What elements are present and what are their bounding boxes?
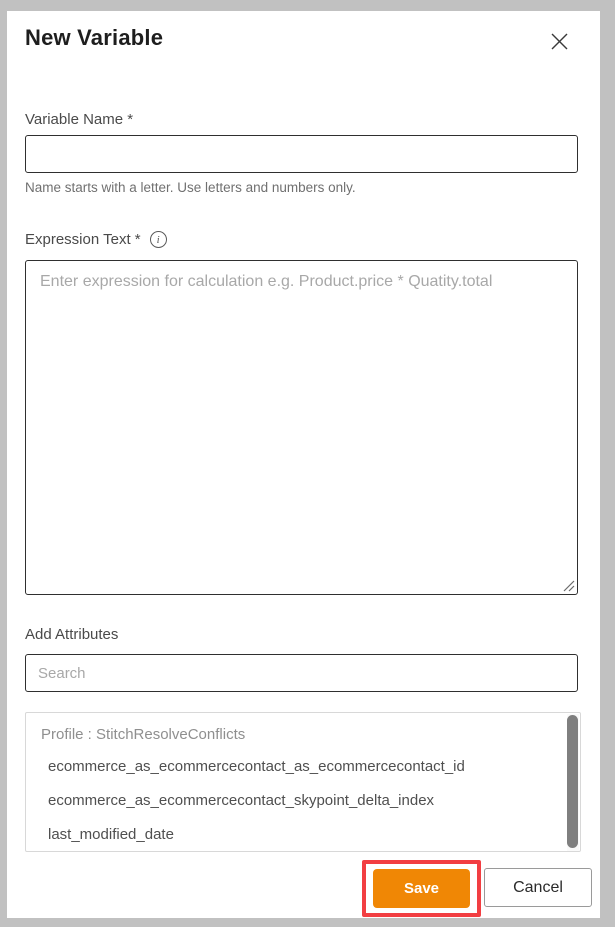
close-icon bbox=[550, 32, 569, 51]
cancel-button[interactable]: Cancel bbox=[484, 868, 592, 907]
info-icon[interactable]: i bbox=[150, 231, 167, 248]
close-button[interactable] bbox=[546, 28, 572, 54]
add-attributes-label: Add Attributes bbox=[25, 626, 119, 643]
attribute-search-input[interactable] bbox=[25, 654, 578, 692]
attribute-list-item[interactable]: ecommerce_as_ecommercecontact_skypoint_delta_index bbox=[48, 792, 435, 809]
expression-text-input[interactable] bbox=[25, 260, 578, 595]
scrollbar-thumb[interactable] bbox=[567, 715, 578, 848]
variable-name-input[interactable] bbox=[25, 135, 578, 173]
dialog-title: New Variable bbox=[25, 25, 164, 50]
expression-text-label: Expression Text * bbox=[25, 231, 141, 248]
attributes-group-header: Profile : StitchResolveConflicts bbox=[41, 726, 246, 743]
attributes-list bbox=[25, 712, 581, 852]
variable-name-helper-text: Name starts with a letter. Use letters and numbers only. bbox=[25, 180, 356, 195]
new-variable-dialog bbox=[7, 11, 600, 918]
attribute-list-item[interactable]: ecommerce_as_ecommercecontact_as_ecommercecontact_id bbox=[48, 758, 465, 775]
attribute-list-item[interactable]: last_modified_date bbox=[48, 826, 174, 843]
variable-name-label: Variable Name * bbox=[25, 111, 134, 128]
save-button[interactable]: Save bbox=[373, 869, 470, 908]
